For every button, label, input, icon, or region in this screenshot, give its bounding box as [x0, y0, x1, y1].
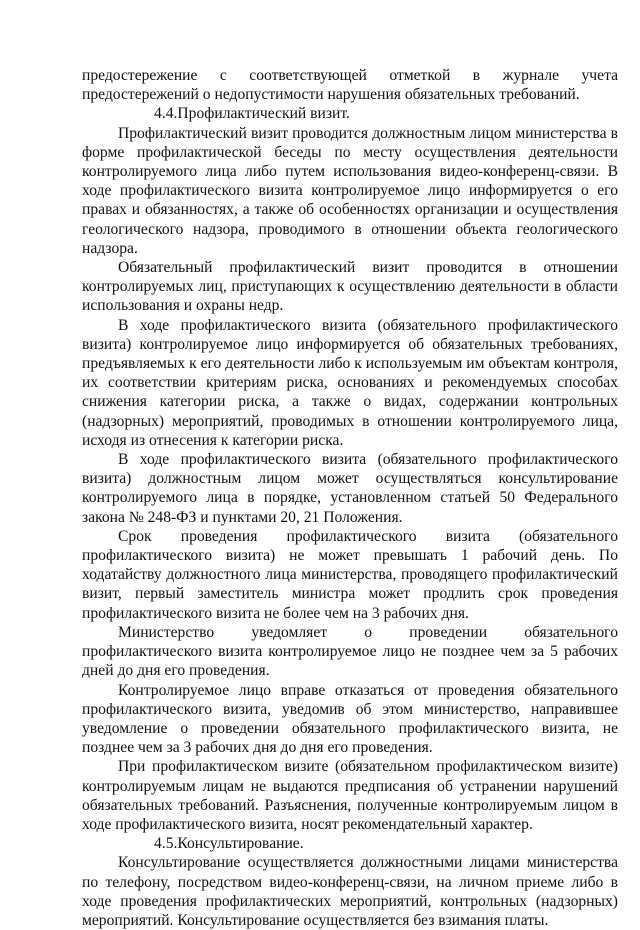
section-number: 4.4.	[154, 105, 178, 123]
paragraph: Обязательный профилактический визит проводится в отношении контролируемых лиц, приступающих к осуществлению деятельности в области использования и охраны недр.	[82, 259, 618, 315]
paragraph: Консультирование осуществляется должностными лицами министерства по телефону, посредством видео-конференц-связи, на личном приеме либо в ходе проведения профилактических мероприятий, контрольных (надзорных) мероприятий. Консультирование осуществляется без взимания платы.	[82, 854, 618, 929]
paragraph: При профилактическом визите (обязательном профилактическом визите) контролируемым лицам не выдаются предписания об устранении нарушений обязательных требований. Разъяснения, полученные контролируемым лицом в ходе профилактического визита, носят рекомендательный характер.	[82, 758, 618, 833]
paragraph: В ходе профилактического визита (обязательного профилактического визита) должностным лицом может осуществляться консультирование контролируемого лица в порядке, установленном статьей 50 Федерального закона № 248-ФЗ и пунктами 20, 21 Положения.	[82, 451, 618, 526]
document-page	[82, 66, 618, 930]
section-heading-4-4	[82, 104, 618, 123]
paragraph: В ходе профилактического визита (обязательного профилактического визита) контролируемое лицо информируется об обязательных требованиях, предъявляемых к его деятельности либо к используемым им объектам контроля, их соответствии критериям риска, основаниях и рекомендуемых способах снижения категории риска, а также о видах, содержании контрольных (надзорных) мероприятий, проводимых в отношении контролируемого лица, исходя из отнесения к категории риска.	[82, 316, 618, 449]
section-title: Профилактический визит.	[177, 105, 350, 123]
paragraph: Контролируемое лицо вправе отказаться от проведения обязательного профилактического визита, уведомив об этом министерство, направившее уведомление о проведении обязательного профилактического визита, не позднее чем за 3 рабочих дня до дня его проведения.	[82, 681, 618, 757]
paragraph: Министерство уведомляет о проведении обязательного профилактического визита контролируемое лицо не позднее чем за 5 рабочих дней до дня его проведения.	[82, 623, 618, 680]
section-title: Консультирование.	[177, 835, 304, 853]
paragraph: Профилактический визит проводится должностным лицом министерства в форме профилактической беседы по месту осуществления деятельности контролируемого лица либо путем использования видео-конференц-связи. В ходе профилактического визита контролируемое лицо информируется о его правах и обязанностях, а также об особенностях организации и осуществления геологического надзора, проводимого в отношении объекта геологического надзора.	[82, 124, 618, 257]
paragraph-continuation: предостережение с соответствующей отметкой в журнале учета предостережений о недопустимости нарушения обязательных требований.	[82, 67, 618, 104]
section-heading-4-5	[82, 834, 618, 853]
section-number: 4.5.	[154, 835, 178, 853]
paragraph: Срок проведения профилактического визита (обязательного профилактического визита) не может превышать 1 рабочий день. По ходатайству должностного лица министерства, проводящего профилактический визит, первый заместитель министра может продлить срок проведения профилактического визита не более чем на 3 рабочих дня.	[82, 527, 618, 622]
